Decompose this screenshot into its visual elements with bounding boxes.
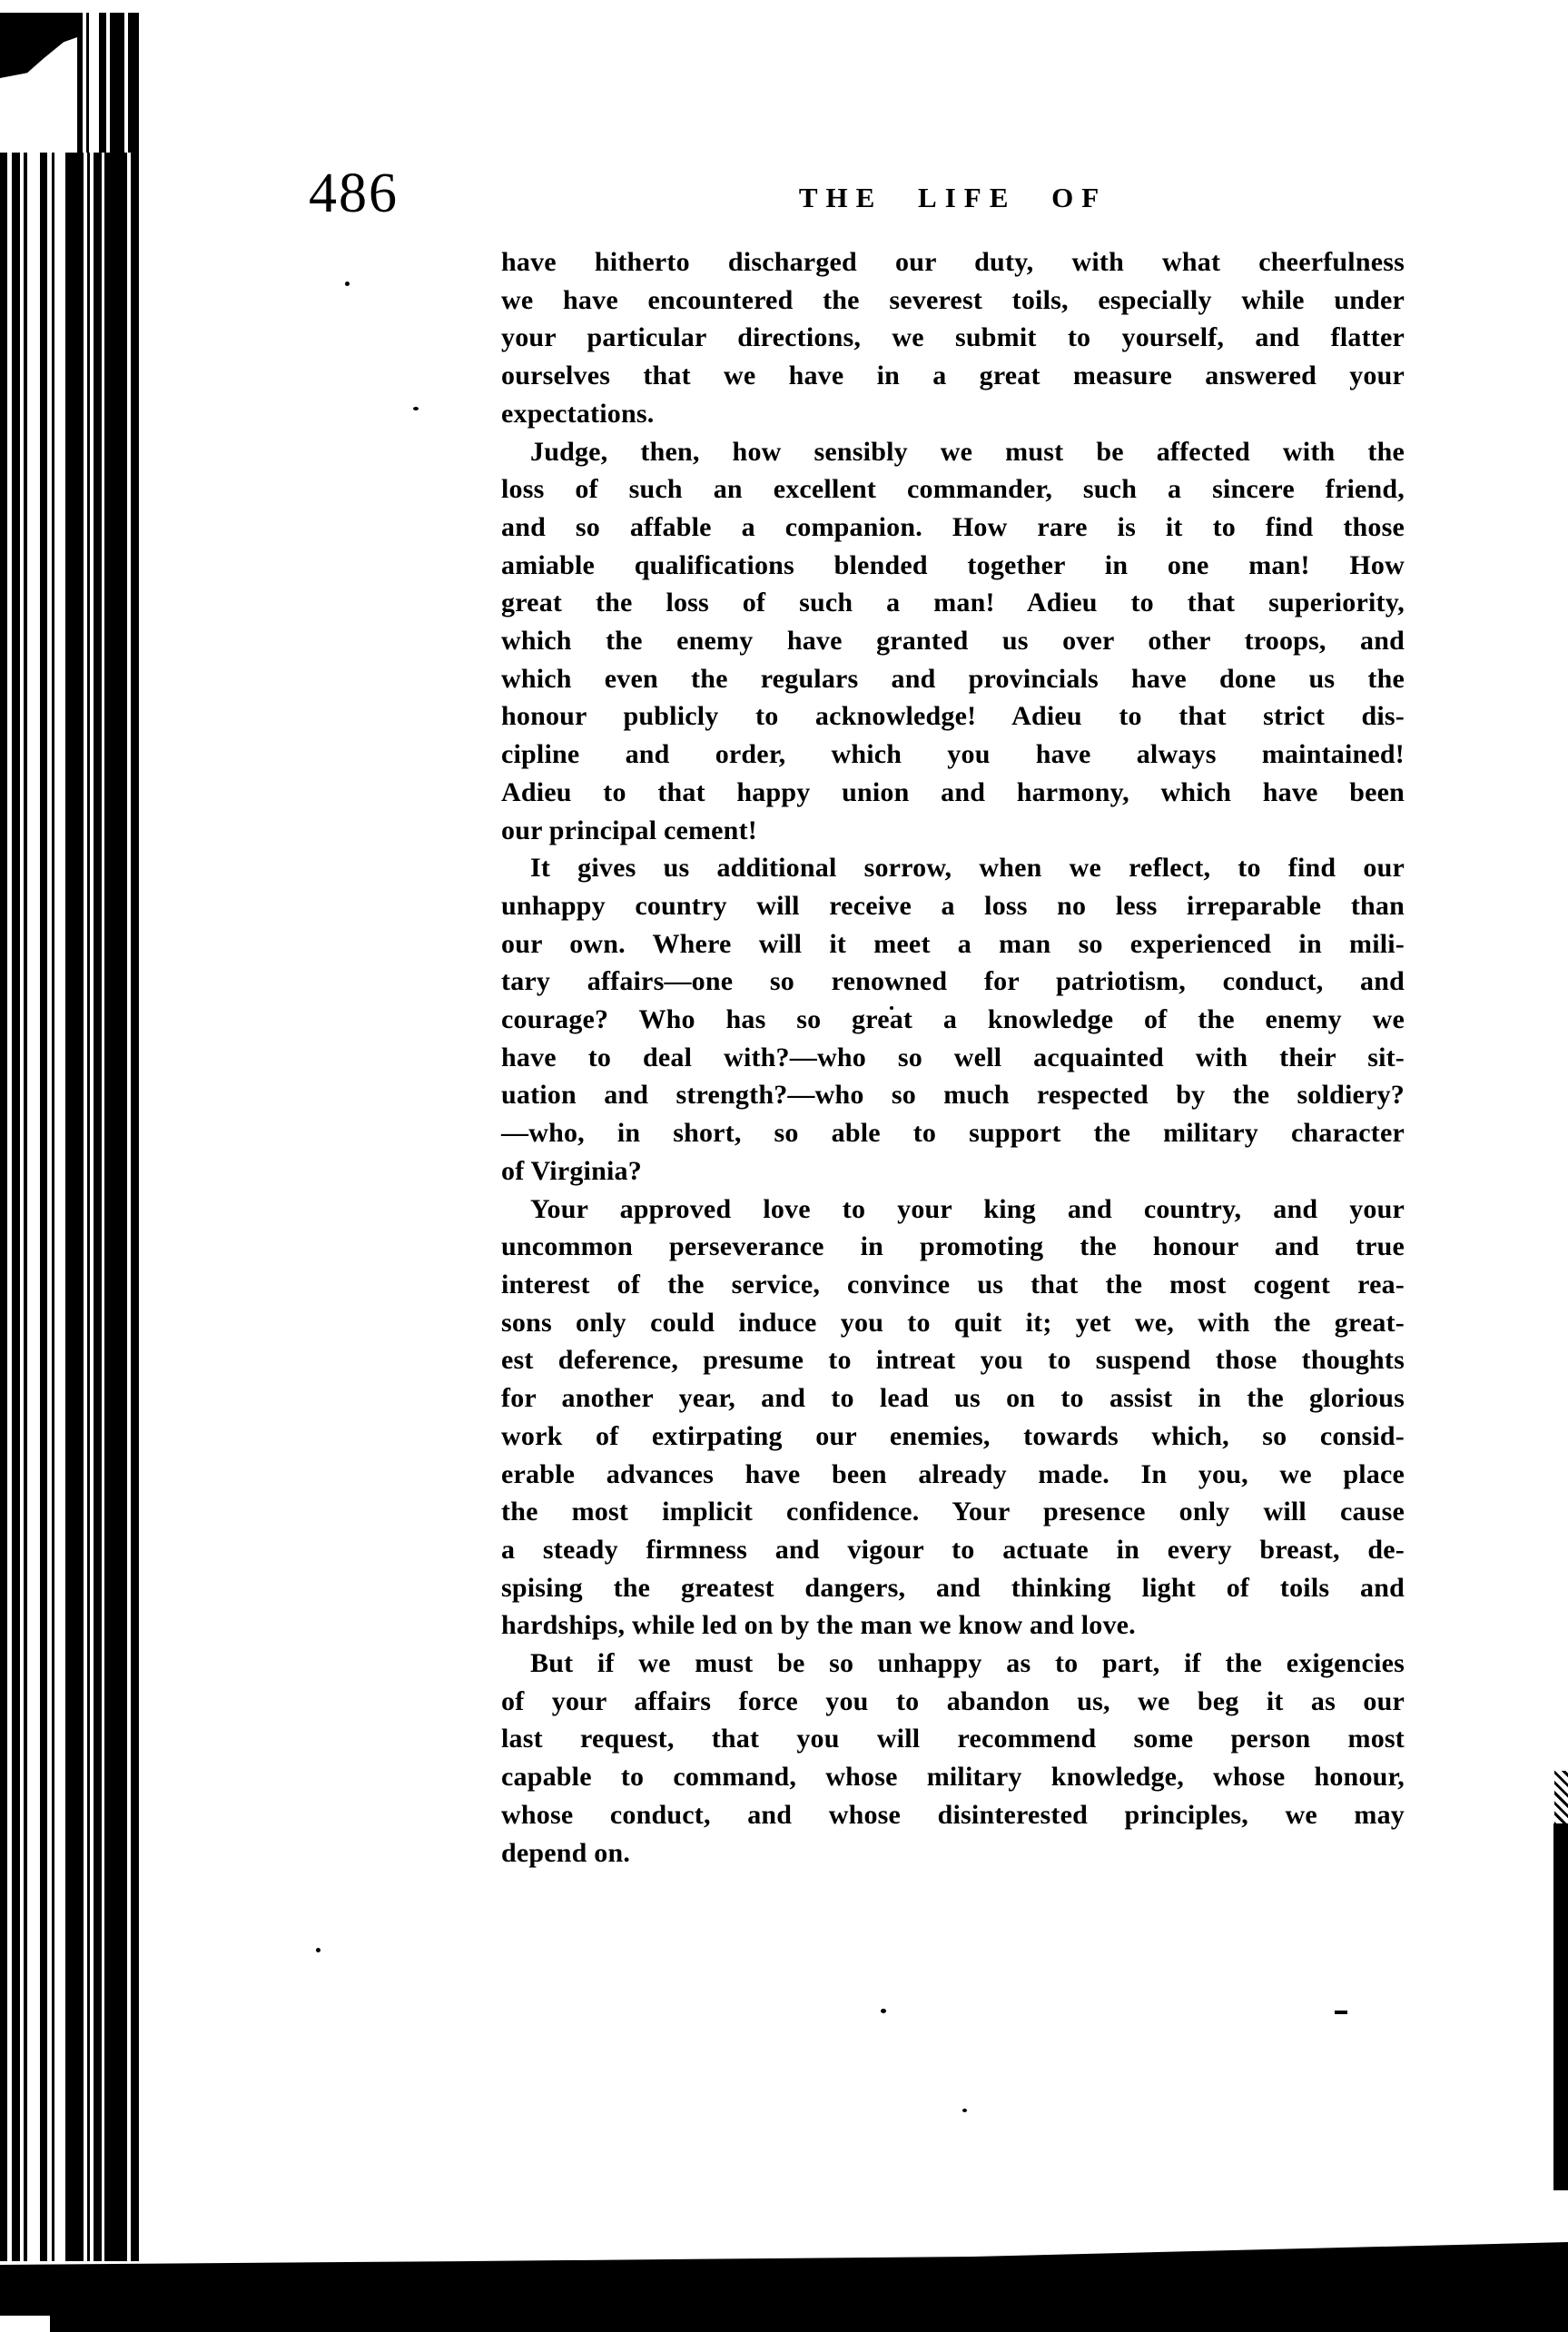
text-line: have hitherto discharged our duty, with what cheerfulness <box>501 247 1405 277</box>
text-line: and so affable a companion. How rare is it to find those <box>501 511 1405 542</box>
text-line: ourselves that we have in a great measure answered your <box>501 361 1405 391</box>
text-line: spising the greatest dangers, and thinking light of toils and <box>501 1572 1405 1603</box>
text-line: Judge, then, how sensibly we must be affected with the <box>530 436 1405 467</box>
text-line: But if we must be so unhappy as to part, if the exigencies <box>530 1648 1405 1679</box>
text-line: honour publicly to acknowledge! Adieu to that strict dis- <box>501 701 1405 732</box>
text-line: courage? Who has so great a knowledge of the enemy we <box>501 1004 1405 1035</box>
text-line: last request, that you will recommend some person most <box>501 1724 1405 1754</box>
text-line: of Virginia? <box>501 1155 642 1186</box>
text-line: our principal cement! <box>501 815 757 845</box>
scan-artifact-left-stripes <box>0 153 139 2261</box>
text-column <box>501 243 1405 1872</box>
scan-speck <box>413 407 419 410</box>
scan-artifact-right-speckle <box>1554 1771 1568 1825</box>
text-line: your particular directions, we submit to yourself, and flatter <box>501 322 1405 353</box>
scan-artifact-left-stripes-top <box>77 13 139 153</box>
text-line: the most implicit confidence. Your presence only will cause <box>501 1497 1405 1527</box>
text-line: unhappy country will receive a loss no less irreparable than <box>501 890 1405 921</box>
running-head-title: THE LIFE OF <box>798 182 1108 213</box>
page-number: 486 <box>309 163 399 224</box>
text-line: est deference, presume to intreat you to suspend those thoughts <box>501 1345 1405 1376</box>
text-line: erable advances have been already made. In you, we place <box>501 1458 1405 1489</box>
text-line: we have encountered the severest toils, especially while under <box>501 284 1405 315</box>
text-line: which even the regulars and provincials have done us the <box>501 663 1405 694</box>
scan-speck <box>316 1948 321 1952</box>
text-line: —who, in short, so able to support the military character <box>501 1118 1405 1149</box>
text-line: which the enemy have granted us over other troops, and <box>501 626 1405 657</box>
scan-speck-dash <box>1335 2011 1347 2014</box>
text-line: tary affairs—one so renowned for patriotism, conduct, and <box>501 966 1405 997</box>
text-line: cipline and order, which you have always maintained! <box>501 739 1405 770</box>
text-line: loss of such an excellent commander, such a sincere friend, <box>501 474 1405 505</box>
scan-speck <box>345 282 350 286</box>
scan-artifact-corner-notch <box>0 2316 50 2332</box>
text-line: have to deal with?—who so well acquainted with their sit- <box>501 1042 1405 1072</box>
text-line: of your affairs force you to abandon us, we beg it as our <box>501 1685 1405 1716</box>
text-line: expectations. <box>501 398 655 429</box>
text-line: uncommon perseverance in promoting the honour and true <box>501 1231 1405 1262</box>
text-line: It gives us additional sorrow, when we reflect, to find our <box>530 853 1405 884</box>
text-line: a steady firmness and vigour to actuate in every breast, de- <box>501 1534 1405 1565</box>
text-line: Your approved love to your king and country, and your <box>530 1193 1405 1224</box>
scan-speck <box>881 2009 886 2013</box>
text-line: whose conduct, and whose disinterested principles, we may <box>501 1799 1405 1830</box>
text-line: for another year, and to lead us on to assist in the glorious <box>501 1383 1405 1414</box>
text-line: interest of the service, convince us that the most cogent rea- <box>501 1269 1405 1299</box>
text-line: hardships, while led on by the man we know and love. <box>501 1610 1136 1641</box>
scan-speck <box>962 2109 967 2112</box>
text-line: sons only could induce you to quit it; yet we, with the great- <box>501 1307 1405 1338</box>
text-line: great the loss of such a man! Adieu to that superiority, <box>501 588 1405 618</box>
text-line: capable to command, whose military knowledge, whose honour, <box>501 1762 1405 1793</box>
text-line: depend on. <box>501 1837 631 1868</box>
text-line: uation and strength?—who so much respected by the soldiery? <box>501 1080 1405 1111</box>
text-line: amiable qualifications blended together in one man! How <box>501 549 1405 580</box>
text-line: our own. Where will it meet a man so experienced in mili- <box>501 928 1405 959</box>
text-line: work of extirpating our enemies, towards which, so consid- <box>501 1420 1405 1451</box>
scan-artifact-bottom-band <box>0 2241 1568 2332</box>
scan-artifact-right-streak <box>1553 1823 1568 2190</box>
text-line: Adieu to that happy union and harmony, which have been <box>501 776 1405 807</box>
